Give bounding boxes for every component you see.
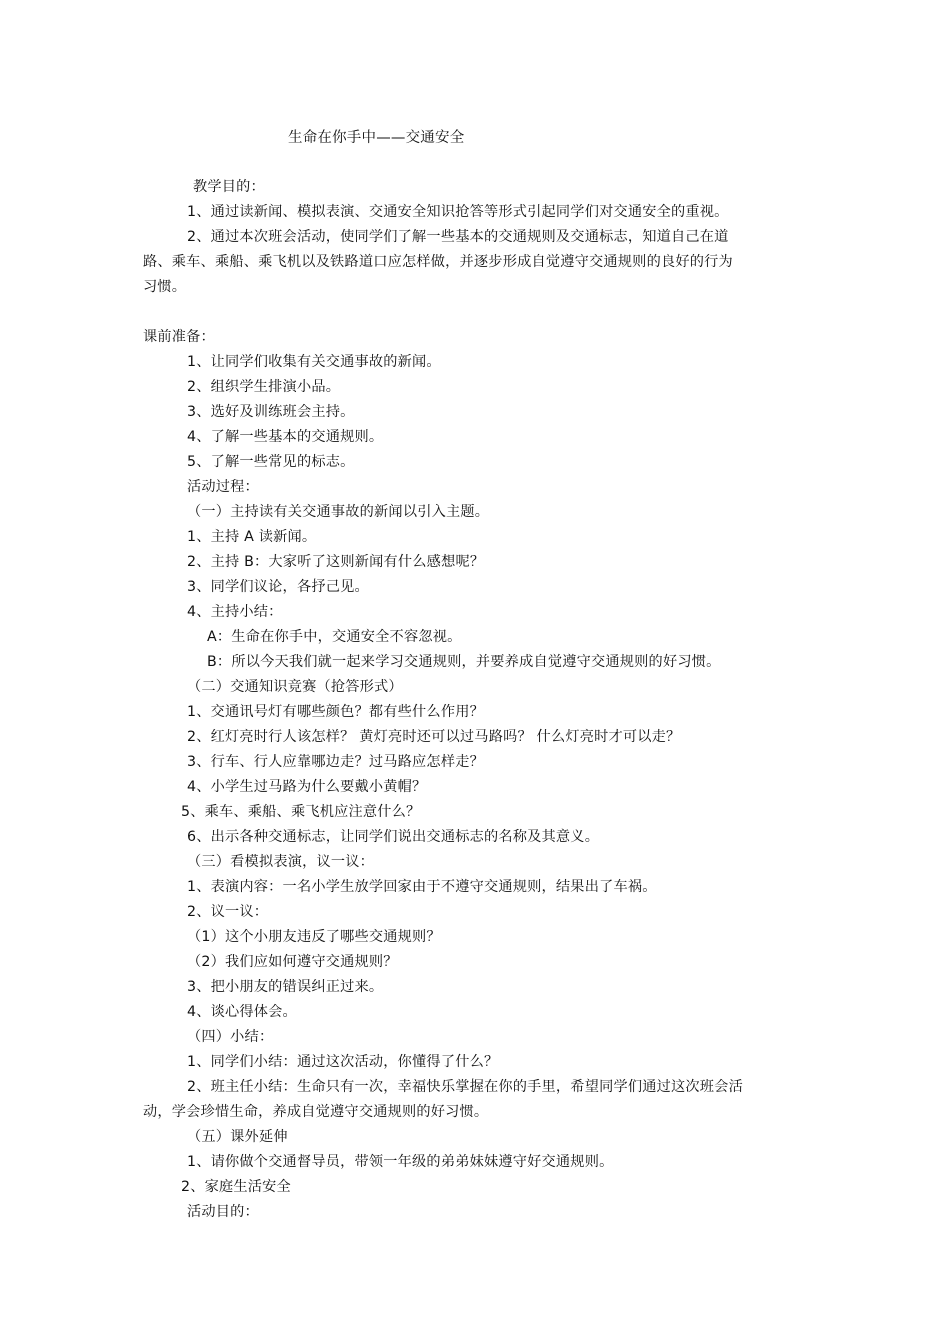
part3-item: 4、谈心得体会。 [187, 1004, 297, 1020]
part4-heading: （四）小结： [187, 1029, 274, 1045]
part3-heading: （三）看模拟表演，议一议： [187, 854, 375, 870]
objective-item-continued: 习惯。 [143, 279, 187, 295]
part1-item: 3、同学们议论，各抒己见。 [187, 579, 369, 595]
summary-b: B：所以今天我们就一起来学习交通规则，并要养成自觉遵守交通规则的好习惯。 [207, 654, 721, 670]
part4-item: 1、同学们小结：通过这次活动，你懂得了什么？ [187, 1054, 499, 1070]
part5-heading: （五）课外延伸 [187, 1129, 288, 1145]
part1-heading: （一）主持读有关交通事故的新闻以引入主题。 [187, 504, 490, 520]
part3-subitem: （2）我们应如何遵守交通规则？ [187, 954, 398, 970]
prep-item: 4、了解一些基本的交通规则。 [187, 429, 384, 445]
objective-item: 1、通过读新闻、模拟表演、交通安全知识抢答等形式引起同学们对交通安全的重视。 [187, 204, 729, 220]
part2-item: 4、小学生过马路为什么要戴小黄帽？ [187, 779, 427, 795]
part5-item: 1、请你做个交通督导员，带领一年级的弟弟妹妹遵守好交通规则。 [187, 1154, 614, 1170]
part4-item-continued: 动，学会珍惜生命，养成自觉遵守交通规则的好习惯。 [143, 1104, 489, 1120]
part2-item: 5、乘车、乘船、乘飞机应注意什么？ [181, 804, 421, 820]
objectives-heading: 教学目的： [193, 179, 265, 195]
prep-item: 1、让同学们收集有关交通事故的新闻。 [187, 354, 441, 370]
part2-heading: （二）交通知识竞赛（抢答形式） [187, 679, 403, 695]
part3-item: 2、议一议： [187, 904, 269, 920]
part1-item: 2、主持 B：大家听了这则新闻有什么感想呢？ [187, 554, 485, 570]
objective-item: 2、通过本次班会活动，使同学们了解一些基本的交通规则及交通标志，知道自己在道 [187, 229, 729, 245]
document-title: 生命在你手中——交通安全 [288, 130, 465, 146]
part2-item: 2、红灯亮时行人该怎样？ 黄灯亮时还可以过马路吗？ 什么灯亮时才可以走？ [187, 729, 681, 745]
section2-heading: 2、家庭生活安全 [181, 1179, 291, 1195]
part1-item: 1、主持 A 读新闻。 [187, 529, 317, 545]
section2-objectives-heading: 活动目的： [187, 1204, 259, 1220]
part3-subitem: （1）这个小朋友违反了哪些交通规则？ [187, 929, 441, 945]
part2-item: 6、出示各种交通标志，让同学们说出交通标志的名称及其意义。 [187, 829, 600, 845]
objective-item-continued: 路、乘车、乘船、乘飞机以及铁路道口应怎样做，并逐步形成自觉遵守交通规则的良好的行为 [143, 254, 733, 270]
part2-item: 1、交通讯号灯有哪些颜色？都有些什么作用？ [187, 704, 484, 720]
part4-item: 2、班主任小结：生命只有一次，幸福快乐掌握在你的手里，希望同学们通过这次班会活 [187, 1079, 743, 1095]
prep-item: 3、选好及训练班会主持。 [187, 404, 355, 420]
prep-item: 2、组织学生排演小品。 [187, 379, 341, 395]
part1-item: 4、主持小结： [187, 604, 283, 620]
prep-heading: 课前准备： [143, 329, 215, 345]
part3-item: 3、把小朋友的错误纠正过来。 [187, 979, 384, 995]
part3-item: 1、表演内容：一名小学生放学回家由于不遵守交通规则，结果出了车祸。 [187, 879, 657, 895]
process-heading: 活动过程： [187, 479, 259, 495]
summary-a: A：生命在你手中，交通安全不容忽视。 [207, 629, 462, 645]
part2-item: 3、行车、行人应靠哪边走？过马路应怎样走？ [187, 754, 484, 770]
prep-item: 5、了解一些常见的标志。 [187, 454, 355, 470]
